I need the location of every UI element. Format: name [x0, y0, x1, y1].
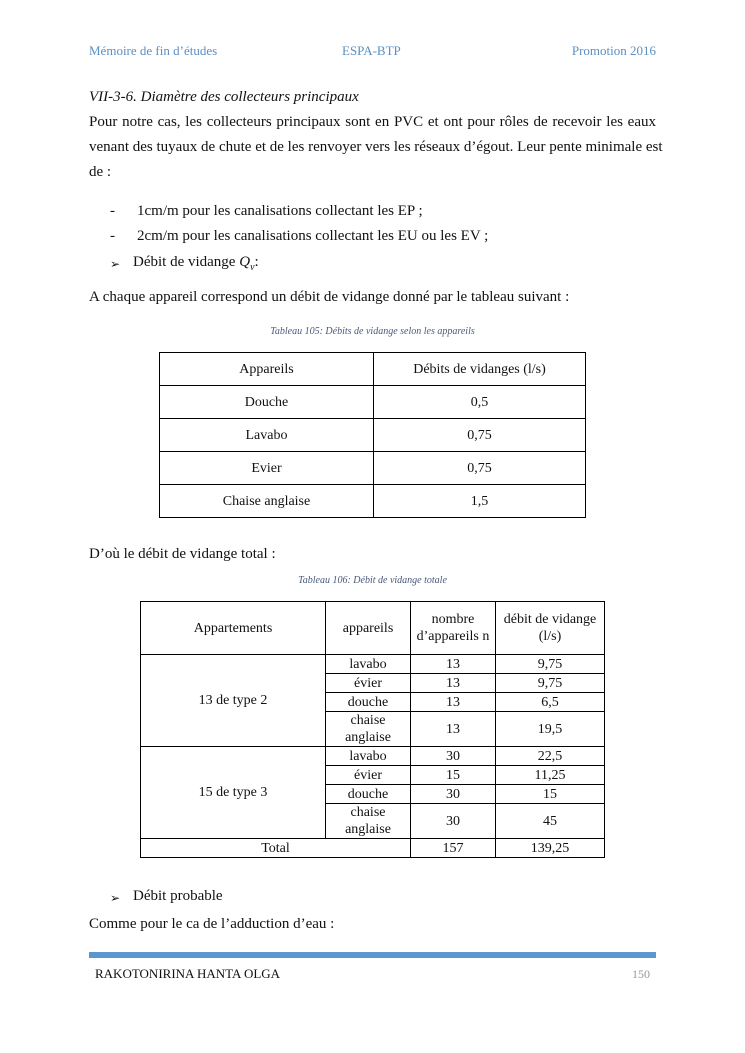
cell: 157 — [411, 839, 496, 858]
colon: : — [254, 254, 259, 270]
arrow-bullet-icon: ➢ — [110, 891, 121, 905]
table2-caption: Tableau 106: Débit de vidange totale — [298, 575, 447, 586]
table-row — [141, 655, 605, 674]
cell: 19,5 — [496, 712, 605, 747]
cell: 22,5 — [496, 747, 605, 766]
header-right: Promotion 2016 — [571, 43, 656, 58]
header-center: ESPA-BTP — [342, 43, 401, 58]
footer-rule — [89, 952, 656, 958]
table-debits-appareils — [159, 352, 586, 518]
group-cell: 13 de type 2 — [141, 655, 326, 747]
cell: 0,5 — [374, 386, 586, 419]
header-cell: nombre d’appareils n — [411, 602, 496, 655]
cell: 0,75 — [374, 452, 586, 485]
page-number: 150 — [632, 967, 650, 981]
footer-author: RAKOTONIRINA HANTA OLGA — [95, 966, 281, 981]
cell: 9,75 — [496, 674, 605, 693]
cell: Total — [141, 839, 411, 858]
cell: 30 — [411, 747, 496, 766]
cell: 0,75 — [374, 419, 586, 452]
cell: Chaise anglaise — [160, 485, 374, 518]
header-cell: débit de vidange (l/s) — [496, 602, 605, 655]
math-q: Q — [239, 254, 251, 270]
cell: 13 — [411, 693, 496, 712]
table-row — [160, 386, 586, 419]
cell: 15 — [496, 785, 605, 804]
cell: 1,5 — [374, 485, 586, 518]
table-row — [160, 485, 586, 518]
table-debit-total — [140, 601, 605, 858]
cell: 13 — [411, 655, 496, 674]
header-cell: Appartements — [141, 602, 326, 655]
cell: Lavabo — [160, 419, 374, 452]
cell: lavabo — [326, 655, 411, 674]
cell: 30 — [411, 804, 496, 839]
cell: chaise anglaise — [326, 712, 411, 747]
arrow-item: Débit probable — [133, 888, 223, 904]
arrow-item — [133, 254, 259, 273]
table-row — [141, 747, 605, 766]
cell: 45 — [496, 804, 605, 839]
paragraph-line: Pour notre cas, les collecteurs principaux sont en PVC et ont pour rôles de recevoir les eaux — [89, 114, 656, 130]
header-cell: Débits de vidanges (l/s) — [374, 353, 586, 386]
cell: 13 — [411, 674, 496, 693]
total-row — [141, 839, 605, 858]
arrow-item-text: Débit de vidange — [133, 254, 240, 270]
cell: 6,5 — [496, 693, 605, 712]
arrow-bullet-icon: ➢ — [110, 257, 121, 271]
dash-bullet: - — [110, 228, 115, 244]
section-title: VII-3-6. Diamètre des collecteurs principaux — [89, 89, 359, 105]
group-cell: 15 de type 3 — [141, 747, 326, 839]
math-sub: v — [250, 262, 255, 273]
paragraph: A chaque appareil correspond un débit de vidange donné par le tableau suivant : — [89, 289, 570, 305]
cell: 11,25 — [496, 766, 605, 785]
cell: douche — [326, 693, 411, 712]
header-left: Mémoire de fin d’études — [89, 43, 218, 58]
header-cell: appareils — [326, 602, 411, 655]
cell: Douche — [160, 386, 374, 419]
cell: 9,75 — [496, 655, 605, 674]
paragraph-line: de : — [89, 164, 112, 180]
cell: Evier — [160, 452, 374, 485]
cell: évier — [326, 766, 411, 785]
bullet-item: 1cm/m pour les canalisations collectant les EP ; — [137, 203, 423, 219]
paragraph: Comme pour le ca de l’adduction d’eau : — [89, 916, 335, 932]
table-row — [160, 452, 586, 485]
cell: évier — [326, 674, 411, 693]
cell: chaise anglaise — [326, 804, 411, 839]
paragraph: D’où le débit de vidange total : — [89, 546, 276, 562]
bullet-item: 2cm/m pour les canalisations collectant les EU ou les EV ; — [137, 228, 489, 244]
cell: 13 — [411, 712, 496, 747]
header-cell: Appareils — [160, 353, 374, 386]
cell: 30 — [411, 785, 496, 804]
cell: 15 — [411, 766, 496, 785]
cell: douche — [326, 785, 411, 804]
table1-caption: Tableau 105: Débits de vidange selon les appareils — [270, 326, 475, 337]
paragraph-line: venant des tuyaux de chute et de les renvoyer vers les réseaux d’égout. Leur pente minimale est — [89, 139, 663, 155]
table-row — [160, 419, 586, 452]
cell: lavabo — [326, 747, 411, 766]
dash-bullet: - — [110, 203, 115, 219]
cell: 139,25 — [496, 839, 605, 858]
